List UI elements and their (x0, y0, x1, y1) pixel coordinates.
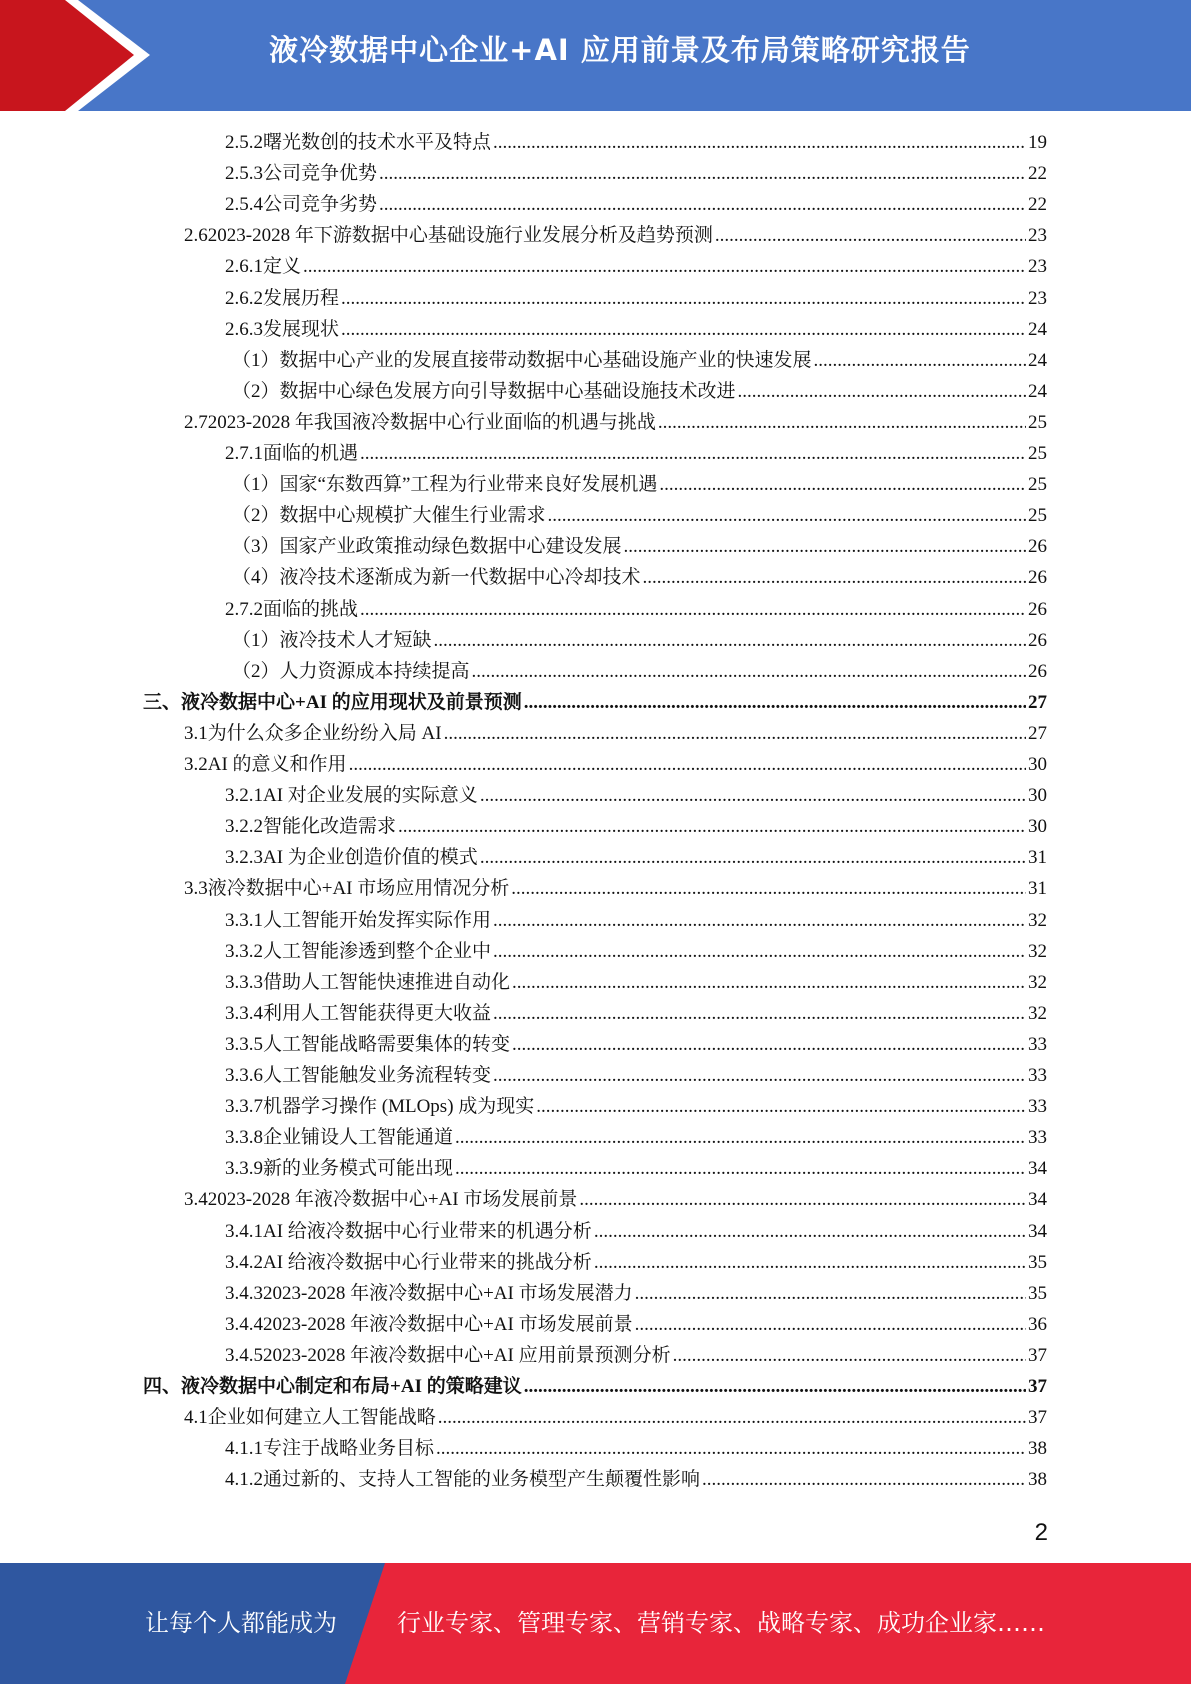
toc-entry-page: 30 (1028, 816, 1047, 838)
toc-entry[interactable] (225, 594, 1047, 625)
toc-leader-dots (455, 1122, 1026, 1153)
toc-entry[interactable] (225, 905, 1047, 936)
toc-leader-dots (512, 1029, 1026, 1060)
toc-entry-page: 25 (1028, 411, 1047, 433)
toc-entry-number: 3.2.3 (225, 847, 263, 869)
toc-entry-page: 34 (1028, 1220, 1047, 1242)
page-number: 2 (1034, 1519, 1048, 1546)
toc-entry-page: 24 (1028, 380, 1047, 402)
toc-entry[interactable] (225, 811, 1047, 842)
toc-entry-number: 3.3.3 (225, 971, 263, 993)
toc-entry-page: 23 (1028, 256, 1047, 278)
toc-entry-title: 专注于战略业务目标 (263, 1438, 435, 1460)
toc-entry-number: 3.3.8 (225, 1127, 263, 1149)
toc-leader-dots (303, 251, 1026, 282)
toc-leader-dots (524, 1371, 1026, 1402)
toc-entry-page: 32 (1028, 971, 1047, 993)
toc-entry-number: 3.4.1 (225, 1220, 263, 1242)
toc-entry-title: 利用人工智能获得更大收益 (263, 1002, 492, 1024)
toc-entry-title: 液冷技术人才短缺 (279, 629, 432, 651)
toc-entry[interactable] (225, 780, 1047, 811)
toc-entry-title: 机器学习操作 (MLOps) 成为现实 (263, 1096, 535, 1118)
toc-entry-page: 33 (1028, 1033, 1047, 1055)
toc-leader-dots (702, 1464, 1026, 1495)
toc-entry[interactable] (225, 936, 1047, 967)
toc-entry[interactable] (225, 1278, 1047, 1309)
toc-entry-number: 3.4.2 (225, 1251, 263, 1273)
toc-entry-page: 26 (1028, 660, 1047, 682)
toc-entry-number: 3.2 (184, 754, 208, 775)
toc-leader-dots (512, 967, 1026, 998)
toc-entry-title: 人力资源成本持续提高 (279, 660, 470, 682)
toc-entry-page: 26 (1028, 598, 1047, 620)
toc-entry-number: 3.2.1 (225, 785, 263, 807)
toc-leader-dots (434, 625, 1026, 656)
toc-entry-page: 34 (1028, 1158, 1047, 1180)
toc-entry-page: 35 (1028, 1282, 1047, 1304)
toc-entry-page: 31 (1028, 878, 1047, 900)
toc-leader-dots (398, 811, 1026, 842)
toc-entry[interactable] (184, 220, 1047, 251)
toc-entry-page: 38 (1028, 1438, 1047, 1460)
toc-entry-page: 33 (1028, 1127, 1047, 1149)
toc-entry[interactable] (225, 1464, 1047, 1495)
toc-entry-number: （2） (232, 380, 280, 402)
toc-entry-number: 2.6 (184, 225, 208, 247)
toc-entry[interactable] (225, 1122, 1047, 1153)
toc-entry-number: 3.4 (184, 1189, 208, 1211)
toc-leader-dots (493, 1060, 1026, 1091)
toc-entry-page: 25 (1028, 443, 1047, 464)
toc-entry-number: 2.7.2 (225, 598, 263, 620)
toc-leader-dots (715, 220, 1026, 251)
toc-entry-number: （2） (232, 660, 280, 682)
toc-entry-page: 27 (1028, 722, 1047, 744)
toc-entry[interactable] (232, 345, 1047, 376)
toc-entry-page: 32 (1028, 1002, 1047, 1024)
toc-entry-page: 23 (1028, 287, 1047, 309)
toc-entry-number: 3.3.5 (225, 1033, 263, 1055)
toc-entry-title: 企业如何建立人工智能战略 (207, 1407, 436, 1429)
toc-entry[interactable] (225, 998, 1047, 1029)
toc-entry-page: 34 (1028, 1189, 1047, 1211)
toc-entry-title: 2023-2028 年液冷数据中心+AI 应用前景预测分析 (263, 1344, 671, 1366)
toc-entry[interactable] (225, 1309, 1047, 1340)
toc-entry-number: 3.3.4 (225, 1002, 263, 1024)
toc-entry-number: 四、 (143, 1376, 182, 1397)
toc-entry[interactable] (143, 1371, 1047, 1402)
toc-entry[interactable] (225, 283, 1047, 314)
toc-entry-number: （3） (232, 536, 280, 558)
toc-entry-title: AI 的意义和作用 (207, 754, 347, 775)
toc-leader-dots (594, 1216, 1026, 1247)
toc-entry[interactable] (184, 1402, 1047, 1433)
report-title: 液冷数据中心企业+AI 应用前景及布局策略研究报告 (269, 33, 971, 67)
toc-entry-number: 3.3.2 (225, 940, 263, 962)
toc-entry-title: 国家产业政策推动绿色数据中心建设发展 (279, 536, 622, 558)
toc-entry[interactable] (225, 1153, 1047, 1184)
toc-entry-number: 三、 (143, 691, 182, 713)
toc-entry[interactable] (225, 1340, 1047, 1371)
toc-leader-dots (493, 905, 1026, 936)
toc-entry-page: 30 (1028, 754, 1047, 775)
toc-entry-number: 3.2.2 (225, 816, 263, 838)
toc-entry-title: 通过新的、支持人工智能的业务模型产生颠覆性影响 (263, 1469, 701, 1491)
toc-entry-title: 2023-2028 年液冷数据中心+AI 市场发展前景 (207, 1189, 578, 1211)
toc-entry[interactable] (232, 625, 1047, 656)
toc-leader-dots (472, 656, 1026, 687)
toc-leader-dots (658, 407, 1026, 438)
toc-entry-page: 30 (1028, 785, 1047, 807)
toc-leader-dots (341, 314, 1026, 345)
toc-entry-number: 3.3.6 (225, 1065, 263, 1086)
toc-entry-page: 25 (1028, 505, 1047, 527)
toc-entry-page: 22 (1028, 163, 1047, 185)
toc-entry-title: 数据中心产业的发展直接带动数据中心基础设施产业的快速发展 (279, 349, 812, 371)
toc-leader-dots (635, 1278, 1026, 1309)
toc-leader-dots (536, 1091, 1026, 1122)
toc-leader-dots (643, 562, 1026, 593)
toc-entry-number: 4.1 (184, 1407, 208, 1429)
toc-entry-page: 26 (1028, 567, 1047, 589)
toc-entry-title: 发展现状 (263, 318, 340, 340)
toc-entry[interactable] (184, 749, 1047, 780)
toc-entry-page: 37 (1028, 1344, 1047, 1366)
toc-leader-dots (673, 1340, 1026, 1371)
toc-entry-page: 32 (1028, 909, 1047, 931)
toc-entry-title: 液冷数据中心制定和布局+AI 的策略建议 (181, 1376, 522, 1397)
toc-leader-dots (438, 1402, 1026, 1433)
toc-entry-title: 借助人工智能快速推进自动化 (263, 971, 511, 993)
toc-entry[interactable] (143, 687, 1047, 718)
toc-entry-title: 人工智能触发业务流程转变 (263, 1065, 492, 1086)
toc-entry-page: 25 (1028, 474, 1047, 496)
toc-leader-dots (635, 1309, 1026, 1340)
toc-entry[interactable] (232, 469, 1047, 500)
toc-entry-page: 33 (1028, 1065, 1047, 1086)
toc-entry[interactable] (184, 1184, 1047, 1215)
toc-entry-number: 2.7 (184, 411, 208, 433)
toc-entry[interactable] (225, 251, 1047, 282)
toc-entry-number: 2.5.4 (225, 194, 263, 216)
toc-leader-dots (814, 345, 1026, 376)
toc-entry-number: 3.4.3 (225, 1282, 263, 1304)
toc-entry-title: AI 给液冷数据中心行业带来的机遇分析 (263, 1220, 592, 1242)
toc-entry[interactable] (232, 656, 1047, 687)
toc-entry-title: 2023-2028 年我国液冷数据中心行业面临的机遇与挑战 (207, 411, 656, 433)
toc-entry-title: 国家“东数西算”工程为行业带来良好发展机遇 (279, 474, 658, 496)
toc-leader-dots (579, 1184, 1026, 1215)
toc-entry-title: 面临的机遇 (263, 443, 359, 464)
toc-entry-number: 4.1.2 (225, 1469, 263, 1491)
toc-leader-dots (493, 127, 1026, 158)
toc-entry-number: 3.3.1 (225, 909, 263, 931)
toc-leader-dots (511, 873, 1026, 904)
toc-entry[interactable] (225, 189, 1047, 220)
toc-entry-page: 36 (1028, 1313, 1047, 1335)
toc-entry-title: 2023-2028 年下游数据中心基础设施行业发展分析及趋势预测 (207, 225, 713, 247)
toc-leader-dots (548, 500, 1026, 531)
toc-leader-dots (341, 283, 1026, 314)
toc-entry-title: 公司竞争劣势 (263, 194, 378, 216)
toc-leader-dots (480, 780, 1026, 811)
toc-leader-dots (455, 1153, 1026, 1184)
toc-entry-number: 3.4.5 (225, 1344, 263, 1366)
toc-entry[interactable] (184, 407, 1047, 438)
report-header (0, 0, 1191, 111)
toc-entry[interactable] (225, 1216, 1047, 1247)
toc-entry-title: 智能化改造需求 (263, 816, 397, 838)
toc-entry-title: 数据中心绿色发展方向引导数据中心基础设施技术改进 (279, 380, 736, 402)
toc-entry-number: 2.6.3 (225, 318, 263, 340)
toc-entry[interactable] (225, 1091, 1047, 1122)
toc-entry-title: 为什么众多企业纷纷入局 AI (207, 722, 442, 744)
toc-leader-dots (480, 842, 1026, 873)
toc-entry-page: 24 (1028, 349, 1047, 371)
toc-entry-page: 26 (1028, 629, 1047, 651)
toc-entry[interactable] (184, 873, 1047, 904)
toc-entry[interactable] (225, 127, 1047, 158)
toc-entry-title: 人工智能开始发挥实际作用 (263, 909, 492, 931)
toc-entry-title: 液冷数据中心+AI 的应用现状及前景预测 (181, 691, 522, 713)
toc-entry[interactable] (232, 500, 1047, 531)
toc-leader-dots (379, 158, 1026, 189)
toc-entry[interactable] (225, 314, 1047, 345)
toc-entry[interactable] (225, 1433, 1047, 1464)
toc-entry-title: 2023-2028 年液冷数据中心+AI 市场发展前景 (263, 1313, 633, 1335)
toc-entry-page: 33 (1028, 1096, 1047, 1118)
toc-leader-dots (379, 189, 1026, 220)
toc-leader-dots (360, 594, 1026, 625)
toc-entry-page: 31 (1028, 847, 1047, 869)
toc-entry-title: AI 对企业发展的实际意义 (263, 785, 478, 807)
toc-entry-number: 3.1 (184, 722, 208, 744)
toc-entry-number: （1） (232, 629, 280, 651)
toc-entry-title: 发展历程 (263, 287, 340, 309)
toc-leader-dots (738, 376, 1026, 407)
toc-leader-dots (493, 998, 1026, 1029)
toc-entry-page: 35 (1028, 1251, 1047, 1273)
toc-entry[interactable] (184, 718, 1047, 749)
toc-leader-dots (444, 718, 1026, 749)
toc-leader-dots (349, 749, 1026, 780)
toc-entry-title: 2023-2028 年液冷数据中心+AI 市场发展潜力 (263, 1282, 633, 1304)
toc-entry-title: 液冷数据中心+AI 市场应用情况分析 (207, 878, 510, 900)
toc-entry-title: 曙光数创的技术水平及特点 (263, 132, 492, 153)
toc-entry-page: 37 (1028, 1376, 1047, 1397)
toc-entry[interactable] (225, 1060, 1047, 1091)
page-footer (0, 1563, 1191, 1684)
toc-entry-number: 2.6.2 (225, 287, 263, 309)
toc-entry[interactable] (225, 158, 1047, 189)
toc-entry-title: AI 为企业创造价值的模式 (263, 847, 478, 869)
toc-leader-dots (594, 1247, 1026, 1278)
toc-entry-number: （1） (232, 349, 280, 371)
toc-entry-number: （2） (232, 505, 280, 527)
toc-entry[interactable] (225, 1247, 1047, 1278)
toc-entry-title: 定义 (263, 256, 302, 278)
toc-entry-page: 26 (1028, 536, 1047, 558)
toc-entry-title: 液冷技术逐渐成为新一代数据中心冷却技术 (279, 567, 641, 589)
toc-entry-page: 22 (1028, 194, 1047, 216)
toc-entry[interactable] (225, 967, 1047, 998)
toc-entry-title: 数据中心规模扩大催生行业需求 (279, 505, 546, 527)
toc-leader-dots (524, 687, 1026, 718)
footer-slogan: 让每个人都能成为 (145, 1609, 337, 1637)
toc-entry[interactable] (225, 1029, 1047, 1060)
toc-entry-number: （1） (232, 474, 280, 496)
footer-roles: 行业专家、管理专家、营销专家、战略专家、成功企业家…… (397, 1609, 1045, 1637)
toc-entry-page: 24 (1028, 318, 1047, 340)
toc-entry-number: 2.7.1 (225, 443, 263, 464)
toc-entry-title: 面临的挑战 (263, 598, 359, 620)
toc-entry-page: 19 (1028, 132, 1047, 153)
toc-entry-number: 2.6.1 (225, 256, 263, 278)
toc-leader-dots (436, 1433, 1026, 1464)
toc-entry-number: 3.4.4 (225, 1313, 263, 1335)
toc-entry[interactable] (232, 531, 1047, 562)
toc-entry-title: 新的业务模式可能出现 (263, 1158, 454, 1180)
toc-entry-title: 人工智能渗透到整个企业中 (263, 940, 492, 962)
toc-entry-number: 4.1.1 (225, 1438, 263, 1460)
toc-entry-title: 人工智能战略需要集体的转变 (263, 1033, 511, 1055)
toc-entry[interactable] (225, 438, 1047, 469)
toc-entry-number: 2.5.3 (225, 163, 263, 185)
toc-entry-page: 27 (1028, 691, 1047, 713)
toc-entry-page: 32 (1028, 940, 1047, 962)
toc-leader-dots (493, 936, 1026, 967)
toc-entry-title: AI 给液冷数据中心行业带来的挑战分析 (263, 1251, 592, 1273)
toc-entry-page: 23 (1028, 225, 1047, 247)
toc-leader-dots (659, 469, 1026, 500)
toc-entry-page: 38 (1028, 1469, 1047, 1491)
toc-entry-number: （4） (232, 567, 280, 589)
toc-entry-number: 2.5.2 (225, 132, 263, 153)
toc-entry-number: 3.3 (184, 878, 208, 900)
toc-entry-number: 3.3.7 (225, 1096, 263, 1118)
toc-entry-title: 公司竞争优势 (263, 163, 378, 185)
toc-entry[interactable] (232, 376, 1047, 407)
toc-entry-number: 3.3.9 (225, 1158, 263, 1180)
toc-entry[interactable] (225, 842, 1047, 873)
toc-leader-dots (360, 438, 1026, 469)
toc-entry[interactable] (232, 562, 1047, 593)
toc-entry-page: 37 (1028, 1407, 1047, 1429)
toc-leader-dots (624, 531, 1026, 562)
toc-entry-title: 企业铺设人工智能通道 (263, 1127, 454, 1149)
